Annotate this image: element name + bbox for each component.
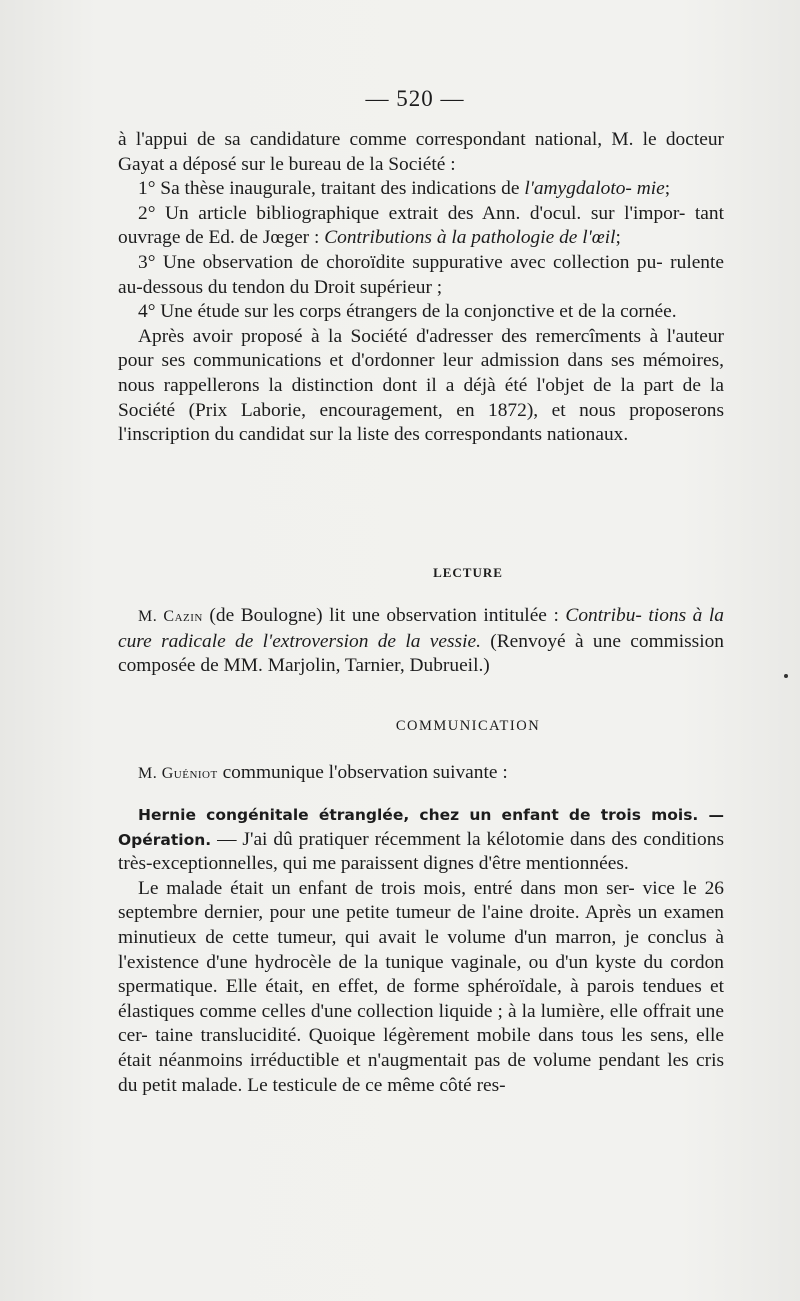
- item-4: 4° Une étude sur les corps étrangers de la conjonctive et de la cornée.: [138, 301, 677, 323]
- item-2-text: 2° Un article bibliographique extrait des Ann. d'ocul. sur l'impor- tant ouvrage de Ed. de Jœger :: [118, 202, 724, 249]
- page-number: — 520 —: [365, 86, 465, 111]
- item-2-suffix: ;: [615, 227, 621, 249]
- observation-title-paragraph: [118, 803, 724, 877]
- item-1-italic: l'amygdaloto- mie: [524, 178, 665, 200]
- communication-section: [118, 803, 724, 1098]
- communication-intro: communique l'observation suivante :: [217, 762, 508, 783]
- lecture-text-1: (de Boulogne) lit une observation intitulée :: [202, 605, 566, 626]
- candidature-section: [118, 128, 724, 448]
- item-2: [118, 202, 724, 251]
- lecture-heading: LECTURE: [433, 565, 503, 580]
- item-1-suffix: ;: [664, 178, 671, 200]
- item-3: 3° Une observation de choroïdite suppurative avec collection pu- rulente au-dessous du tendon du Droit supérieur ;: [118, 251, 724, 298]
- margin-mark: [784, 674, 788, 678]
- communication-heading: COMMUNICATION: [395, 718, 541, 734]
- lecture-section: [118, 604, 724, 679]
- intro-paragraph: à l'appui de sa candidature comme correspondant national, M. le docteur Gayat a déposé sur le bureau de la Société :: [118, 129, 724, 175]
- lecture-text-2: (Renvoyé à une commission composée de MM. Marjolin, Tarnier, Dubrueil.): [118, 630, 724, 677]
- item-1: [118, 177, 724, 202]
- observation-paragraph-2: Le malade était un enfant de trois mois, entré dans mon ser- vice le 26 septembre dernier, pour une petite tumeur de l'aine droite. Après un examen minutieux de cette tumeur, qui avait le volume d'un marron, je conclus à l'existence d'une hydrocèle de la tunique vaginale, ou d'un kyste du cordon spermatique. Elle était, en effet, de forme sphéroïdale, à parois tendues et élastiques comme celles d'une collection liquide ; à la lumière, elle offrait une cer- taine translucidité. Quoique légèrement mobile dans tous les sens, elle était néanmoins irréductible et n'augmentait pas de volume pendant les cris du petit malade. Le testicule de ce même côté res-: [118, 877, 724, 1096]
- observation-text-1: — J'ai dû pratiquer récemment la kélotomie dans des conditions très-exceptionnelles, qui me paraissent dignes d'être mentionnées.: [118, 828, 724, 875]
- item-1-text: 1° Sa thèse inaugurale, traitant des indications de: [138, 178, 525, 200]
- lecture-title-italic: Contribu- tions à la cure radicale de l'extroversion de la vessie.: [118, 605, 724, 652]
- observation-title: Hernie congénitale étranglée, chez un enfant de trois mois. — Opération.: [118, 806, 724, 849]
- item-2-italic: Contributions à la pathologie de l'œil: [324, 227, 616, 249]
- lecture-author: M. Cazin: [138, 608, 203, 625]
- conclusion-paragraph: Après avoir proposé à la Société d'adresser des remercîments à l'auteur pour ses communications et d'ordonner leur admission dans ses mémoires, nous rappellerons la distinction dont il a déjà été l'objet de la part de la Société (Prix Laborie, encouragement, en 1872), et nous proposerons l'inscription du candidat sur la liste des correspondants nationaux.: [118, 325, 724, 446]
- communication-author: M. Guéniot: [138, 765, 218, 782]
- lecture-paragraph: [118, 604, 724, 679]
- communication-intro-line: [138, 762, 508, 784]
